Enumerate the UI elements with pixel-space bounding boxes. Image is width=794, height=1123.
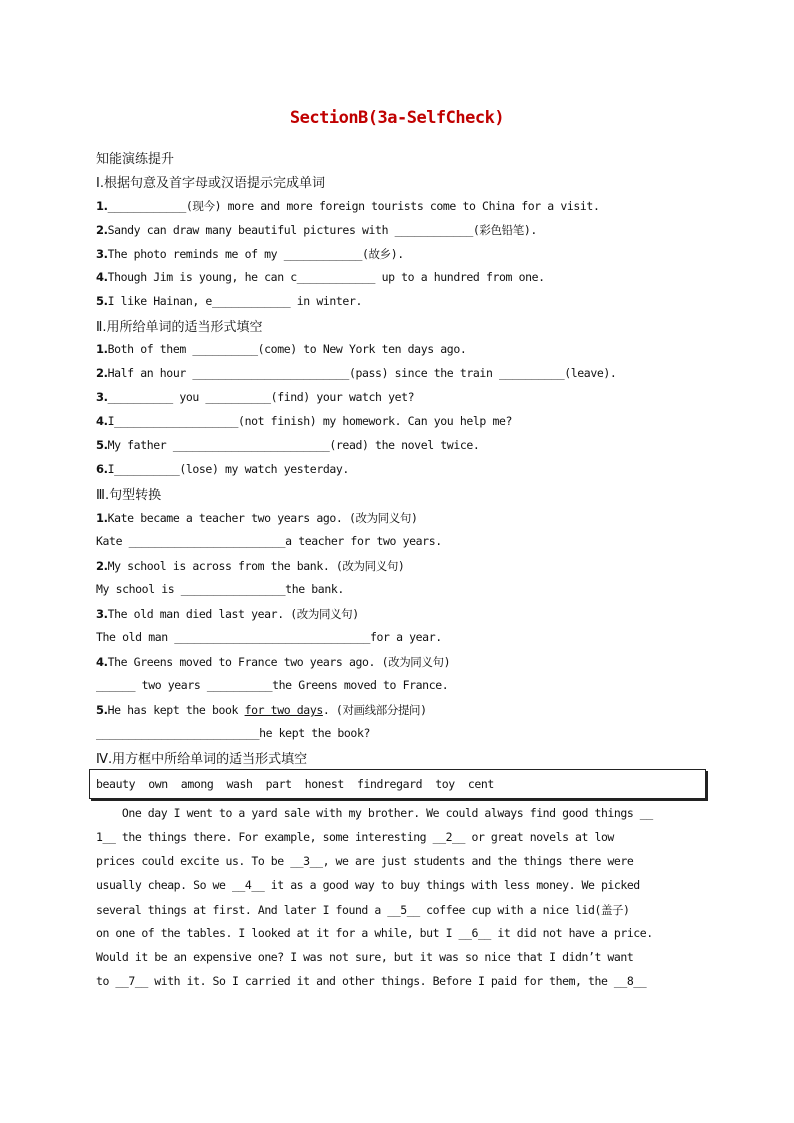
part3-answer-line: My school is ________________the bank. [96,582,344,596]
part3-item [96,606,359,622]
item-number: 4. [96,414,108,428]
item-number: 5. [96,703,108,717]
passage-line: several things at first. And later I found a __5__ coffee cup with a nice lid(盖子) [96,903,630,917]
part3-item [96,510,418,526]
part1-item [96,198,599,214]
part1-item [96,270,545,284]
passage-line: on one of the tables. I looked at it for a while, but I __6__ it did not have a price. [96,926,653,940]
part2-item [96,390,414,404]
part2-item [96,414,512,428]
part1-item [96,222,537,238]
item-number: 1. [96,199,108,213]
passage-line: Would it be an expensive one? I was not sure, but it was so nice that I didn’t want [96,950,634,964]
item-text: __________ you __________(find) your watch yet? [107,390,415,404]
part3-answer-line: The old man ______________________________for a year. [96,630,442,644]
item-text: The old man died last year. (改为同义句) [107,607,359,621]
part3-item [96,558,404,574]
item-text: The Greens moved to France two years ago. (改为同义句) [107,655,451,669]
item-text: Sandy can draw many beautiful pictures with ____________(彩色铅笔). [107,223,537,237]
item-number: 3. [96,247,108,261]
part2-item [96,342,466,356]
word-box-words: beauty own among wash part honest findregard toy cent [96,777,494,791]
item-text: I__________(lose) my watch yesterday. [107,462,349,476]
part2-heading: Ⅱ.用所给单词的适当形式填空 [96,320,263,335]
item-number: 2. [96,559,108,573]
item-text: . (对画线部分提问) [322,703,427,717]
part2-item [96,438,479,452]
item-text: Both of them __________(come) to New York ten days ago. [107,342,467,356]
passage-line: to __7__ with it. So I carried it and other things. Before I paid for them, the __8__ [96,974,647,988]
passage-line: 1__ the things there. For example, some interesting __2__ or great novels at low [96,830,614,844]
item-number: 4. [96,655,108,669]
item-text: I like Hainan, e____________ in winter. [107,294,362,308]
item-number: 2. [96,366,108,380]
item-number: 3. [96,607,108,621]
item-number: 5. [96,438,108,452]
part3-heading: Ⅲ.句型转换 [96,488,162,503]
item-text: He has kept the book [107,703,245,717]
underlined-phrase: for two days [244,703,323,717]
part1-item [96,246,404,262]
item-text: Kate became a teacher two years ago. (改为同义句) [107,511,418,525]
item-text: My school is across from the bank. (改为同义句) [107,559,405,573]
item-text: The photo reminds me of my ____________(故乡). [107,247,404,261]
item-text: Half an hour ________________________(pass) since the train __________(leave). [107,366,617,380]
part3-item [96,654,450,670]
item-number: 4. [96,270,108,284]
word-box [89,769,706,799]
part3-item [96,702,427,718]
part3-answer-line: ______ two years __________the Greens moved to France. [96,678,449,692]
item-number: 3. [96,390,108,404]
part4-heading: Ⅳ.用方框中所给单词的适当形式填空 [96,752,308,767]
part2-item [96,462,349,476]
part1-item [96,294,362,308]
part1-heading: Ⅰ.根据句意及首字母或汉语提示完成单词 [96,176,325,191]
passage-line: usually cheap. So we __4__ it as a good way to buy things with less money. We picked [96,878,640,892]
section-label: 知能演练提升 [96,152,175,167]
item-text: I___________________(not finish) my homework. Can you help me? [107,414,513,428]
part3-answer-line: Kate ________________________a teacher for two years. [96,534,442,548]
page-title: SectionB(3a-SelfCheck) [289,108,505,128]
item-text: ____________(现今) more and more foreign tourists come to China for a visit. [107,199,600,213]
item-number: 5. [96,294,108,308]
part2-item [96,366,616,380]
item-number: 2. [96,223,108,237]
item-text: My father ________________________(read) the novel twice. [107,438,480,452]
passage-line: One day I went to a yard sale with my brother. We could always find good things __ [96,806,653,820]
part3-answer-line: _________________________he kept the book? [96,726,370,740]
item-number: 1. [96,342,108,356]
passage-line: prices could excite us. To be __3__, we are just students and the things there were [96,854,634,868]
item-text: Though Jim is young, he can c____________ up to a hundred from one. [107,270,545,284]
item-number: 1. [96,511,108,525]
item-number: 6. [96,462,108,476]
